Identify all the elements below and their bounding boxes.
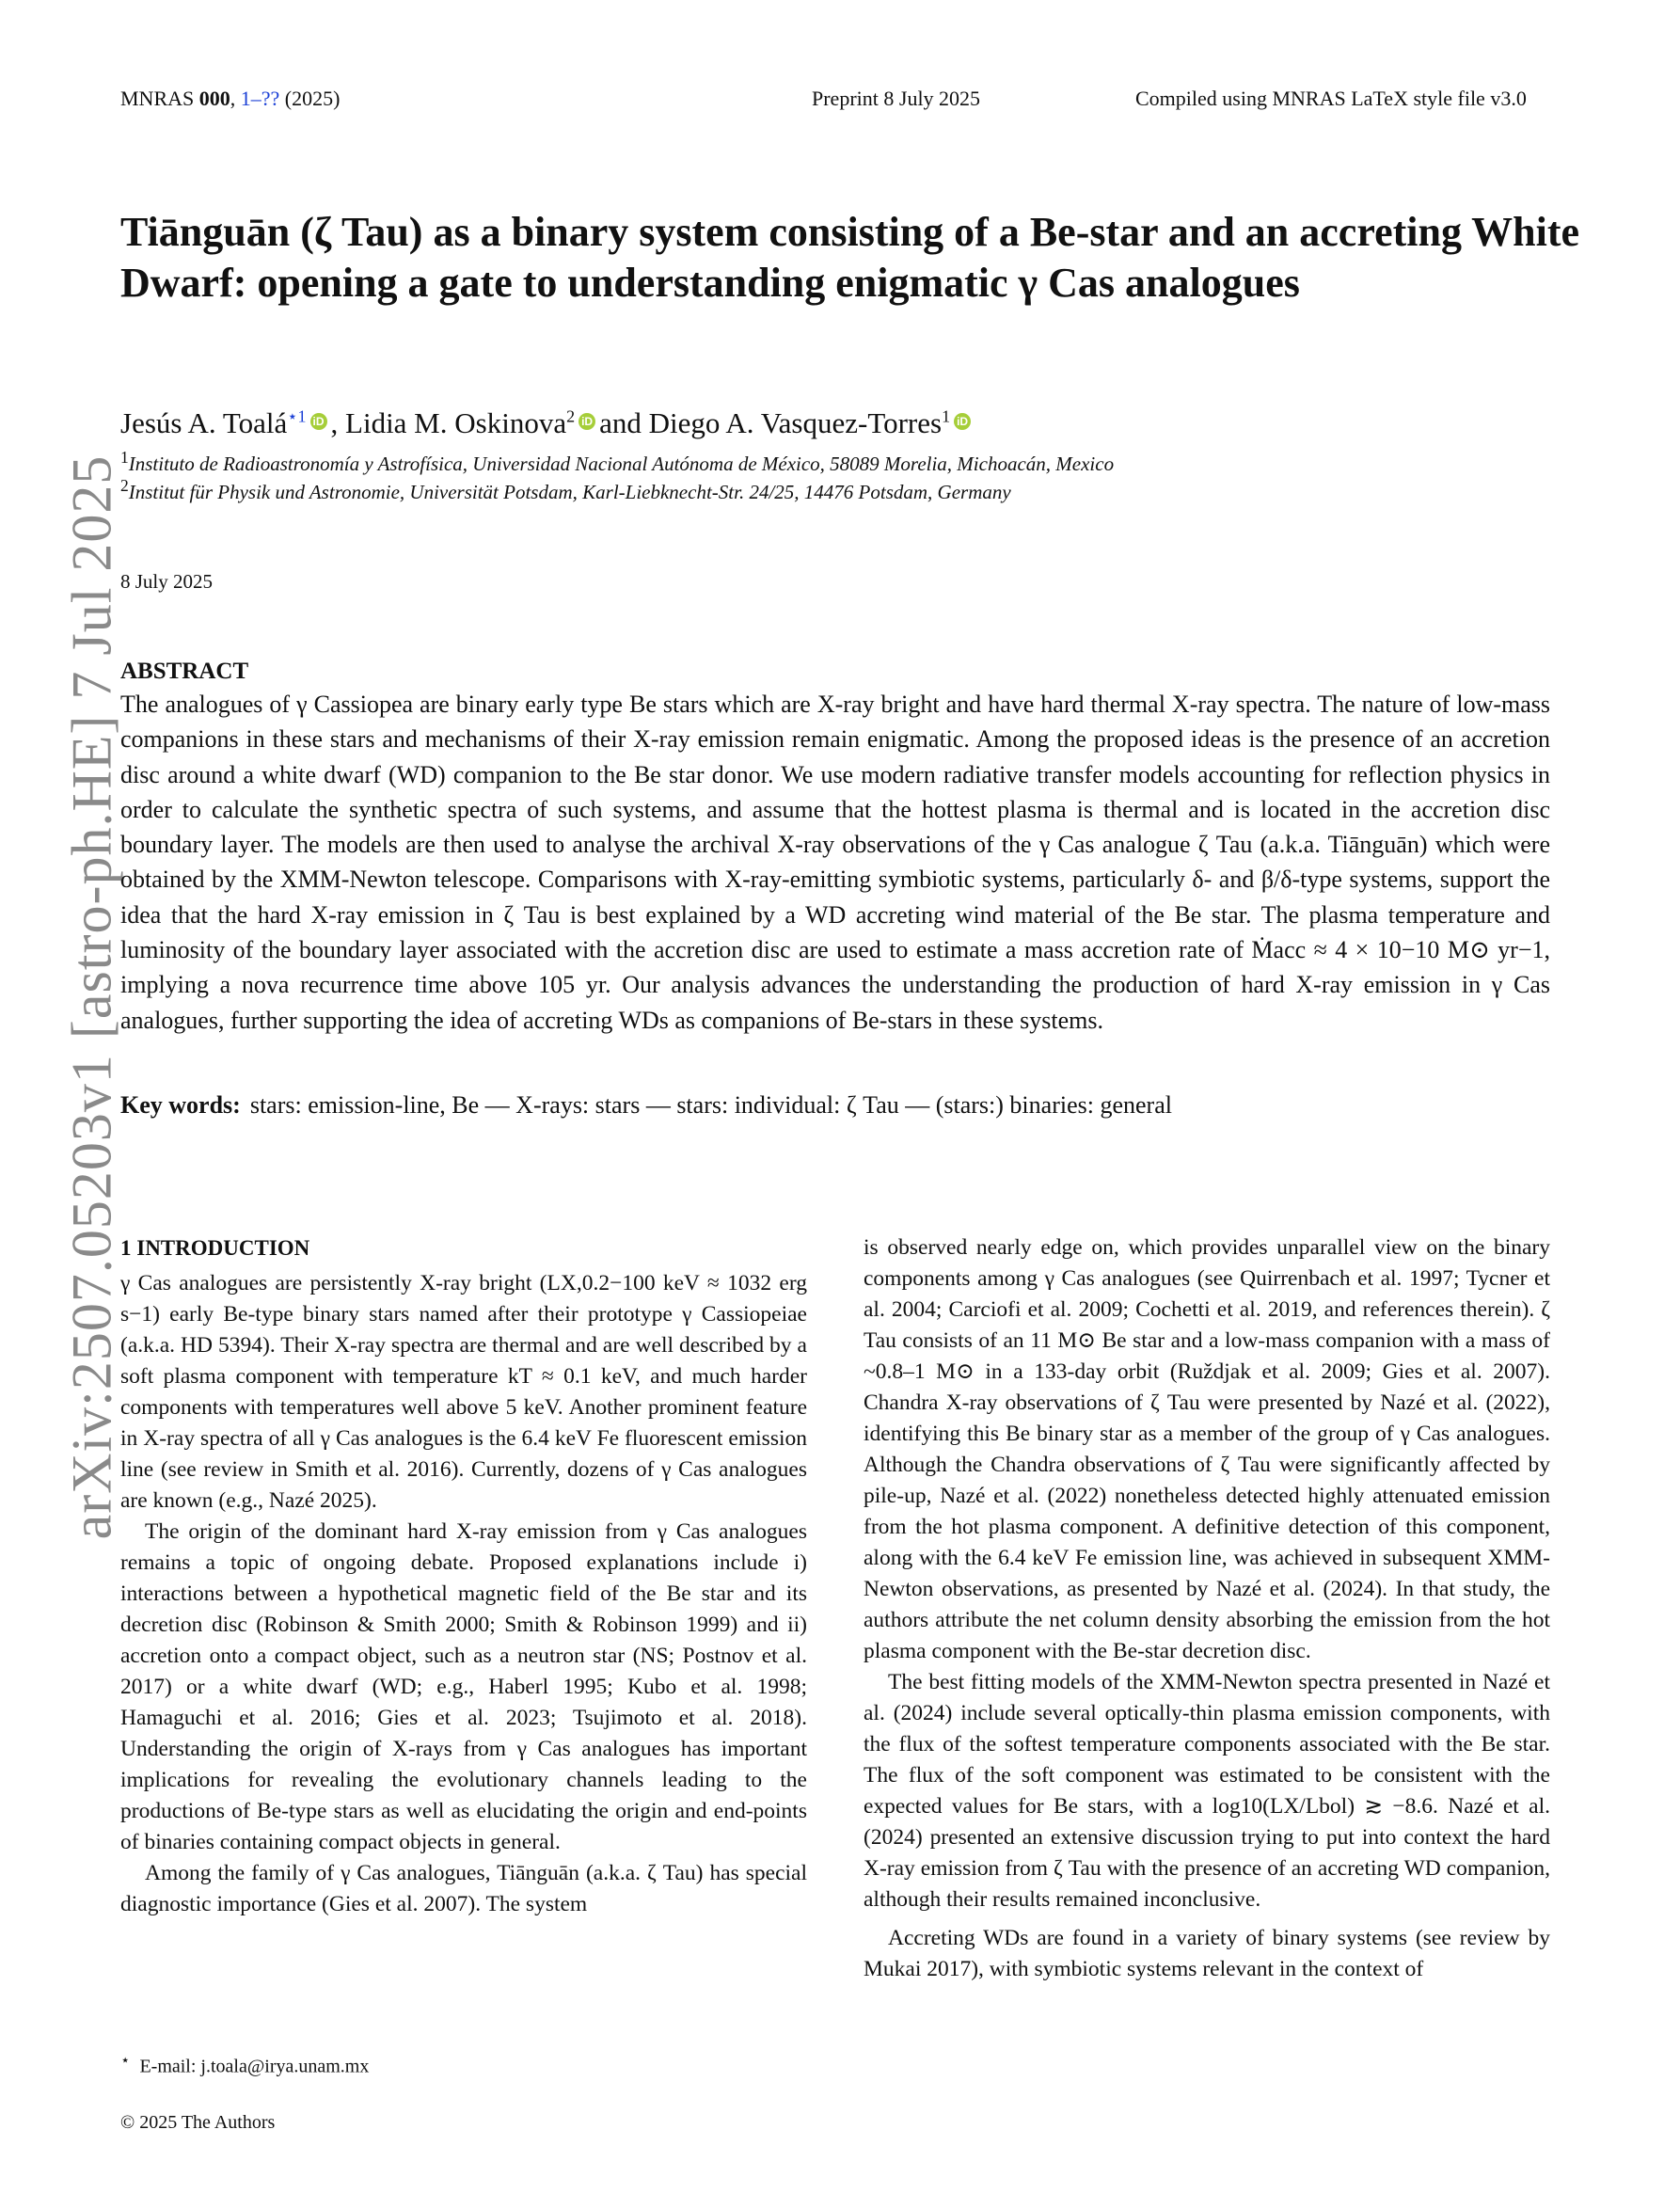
intro-paragraph-1: γ Cas analogues are persistently X-ray bright (LX,0.2−100 keV ≈ 1032 erg s−1) early Be-type binary stars named after their prototype γ Cassiopeiae (a.k.a. HD 5394). Their X-ray spectra are thermal and are well described by a soft plasma component with temperature kT ≈ 0.1 keV, and much harder components with temperatures well above 5 keV. Another prominent feature in X-ray spectra of all γ Cas analogues is the 6.4 keV Fe fluorescent emission line (see review in Smith et al. 2016). Currently, dozens of γ Cas analogues are known (e.g., Nazé 2025). — [120, 1271, 807, 1513]
compiled-note: Compiled using MNRAS LaTeX style file v3.0 — [1135, 87, 1527, 110]
intro-paragraph-6: Accreting WDs are found in a variety of binary systems (see review by Mukai 2017), with symbiotic systems relevant in the context of — [864, 1926, 1550, 1981]
affiliation-1: $^1$Instituto de Radioastronomía y Astrofísica, Universidad Nacional Autónoma de México, 58089 Morelia, Michoacán, Mexico — [120, 448, 1115, 475]
author-list: Jesús A. Toalá$^{⋆1}$ iD , Lidia M. Oskinova$^2$ iD and Diego A. Vasquez-Torres$^1$ iD — [120, 406, 975, 440]
journal-ref: MNRAS 000, 1–?? (2025) — [120, 87, 341, 110]
author-2-marker: 2 — [566, 406, 576, 426]
author-2: Lidia M. Oskinova — [345, 406, 567, 439]
page-range-link[interactable]: 1–?? — [240, 87, 280, 110]
section-heading: 1 INTRODUCTION — [120, 1236, 310, 1260]
author-1-marker[interactable]: ⋆1 — [287, 406, 307, 426]
author-3-marker: 1 — [942, 406, 951, 426]
left-column — [120, 1232, 807, 1920]
orcid-icon[interactable]: iD — [954, 413, 971, 430]
author-3: Diego A. Vasquez-Torres — [648, 406, 943, 439]
footnote: ⋆ E-mail: j.toala@irya.unam.mx — [120, 2051, 370, 2077]
paper-title: Tiānguān (ζ Tau) as a binary system consisting of a Be-star and an accreting White Dwarf: opening a gate to understanding enigmatic γ Cas analogues — [120, 209, 1580, 306]
intro-paragraph-3: Among the family of γ Cas analogues, Tiānguān (a.k.a. ζ Tau) has special diagnostic importance (Gies et al. 2007). The system — [120, 1861, 807, 1916]
intro-paragraph-4: is observed nearly edge on, which provides unparallel view on the binary components among γ Cas analogues (see Quirrenbach et al. 1997; Tycner et al. 2004; Carciofi et al. 2009; Cochetti et al. 2019, and references therein). ζ Tau consists of an 11 M⊙ Be star and a low-mass companion with a mass of ~0.8–1 M⊙ in a 133-day orbit (Ruždjak et al. 2009; Gies et al. 2007). Chandra X-ray observations of ζ Tau were presented by Nazé et al. (2022), identifying this Be binary star as a member of the group of γ Cas analogues. Although the Chandra observations of ζ Tau were significantly affected by pile-up, Nazé et al. (2022) nonetheless detected highly attenuated emission from the hot plasma component. A definitive detection of this component, along with the 6.4 keV Fe emission line, was achieved in subsequent XMM-Newton observations, as presented by Nazé et al. (2024). In that study, the authors attribute the net column density absorbing the emission from the hot plasma component with the Be-star decretion disc. — [864, 1235, 1550, 1663]
contact-email[interactable]: E-mail: j.toala@irya.unam.mx — [139, 2056, 370, 2077]
arxiv-stamp: arXiv:2507.05203v1 [astro-ph.HE] 7 Jul 2025 — [60, 454, 123, 1540]
received-date: 8 July 2025 — [120, 570, 214, 593]
orcid-icon[interactable]: iD — [310, 413, 327, 430]
author-1: Jesús A. Toalá — [120, 406, 288, 439]
intro-paragraph-5: The best fitting models of the XMM-Newton spectra presented in Nazé et al. (2024) include several optically-thin plasma emission components, with the flux of the softest temperature components associated with the Be star. The flux of the soft component was estimated to be consistent with the expected values for Be stars, with a log10(LX/Lbol) ≳ −8.6. Nazé et al. (2024) presented an extensive discussion trying to put into context the hard X-ray emission from ζ Tau with the presence of an accreting WD companion, although their results remained inconclusive. — [864, 1670, 1550, 1912]
orcid-icon[interactable]: iD — [578, 413, 595, 430]
keywords-text: stars: emission-line, Be — X-rays: stars — stars: individual: ζ Tau — (stars:) binaries: general — [249, 1091, 1172, 1119]
abstract-heading: ABSTRACT — [120, 659, 249, 684]
preprint-date: Preprint 8 July 2025 — [812, 87, 981, 110]
abstract-text: The analogues of γ Cassiopea are binary early type Be stars which are X-ray bright and have hard thermal X-ray spectra. The nature of low-mass companions in these stars and mechanisms of their X-ray emission remain enigmatic. Among the proposed ideas is the presence of an accretion disc around a white dwarf (WD) companion to the Be star donor. We use modern radiative transfer models accounting for reflection physics in order to calculate the synthetic spectra of such systems, and assume that the hottest plasma is thermal and is located in the accretion disc boundary layer. The models are then used to analyse the archival X-ray observations of the γ Cas analogue ζ Tau (a.k.a. Tiānguān) which were obtained by the XMM-Newton telescope. Comparisons with X-ray-emitting symbiotic systems, particularly δ- and β/δ-type systems, support the idea that the hard X-ray emission in ζ Tau is best explained by a WD accreting wind material of the Be star. The plasma temperature and luminosity of the boundary layer associated with the accretion disc are used to estimate a mass accretion rate of Ṁacc ≈ 4 × 10−10 M⊙ yr−1, implying a nova recurrence time above 105 yr. Our analysis advances the understanding the production of hard X-ray emission in γ Cas analogues, further supporting the idea of accreting WDs as companions of Be-stars in these systems. — [120, 691, 1550, 1034]
author-conjunction: and — [599, 406, 649, 439]
keywords-label: Key words: — [120, 1091, 241, 1119]
right-column — [864, 1232, 1550, 1985]
copyright: © 2025 The Authors — [120, 2112, 276, 2133]
keywords — [120, 1091, 1172, 1120]
affiliation-2: $^2$Institut für Physik und Astronomie, Universität Potsdam, Karl-Liebknecht-Str. 24/25, 14476 Potsdam, Germany — [120, 476, 1011, 503]
intro-paragraph-2: The origin of the dominant hard X-ray emission from γ Cas analogues remains a topic of ongoing debate. Proposed explanations include i) interactions between a hypothetical magnetic field of the Be star and its decretion disc (Robinson & Smith 2000; Smith & Robinson 1999) and ii) accretion onto a compact object, such as a neutron star (NS; Postnov et al. 2017) or a white dwarf (WD; e.g., Haberl 1995; Kubo et al. 1998; Hamaguchi et al. 2016; Gies et al. 2023; Tsujimoto et al. 2018). Understanding the origin of X-rays from γ Cas analogues has important implications for revealing the evolutionary channels leading to the productions of Be-type stars as well as elucidating the origin and end-points of binaries containing compact objects in general. — [120, 1519, 807, 1854]
